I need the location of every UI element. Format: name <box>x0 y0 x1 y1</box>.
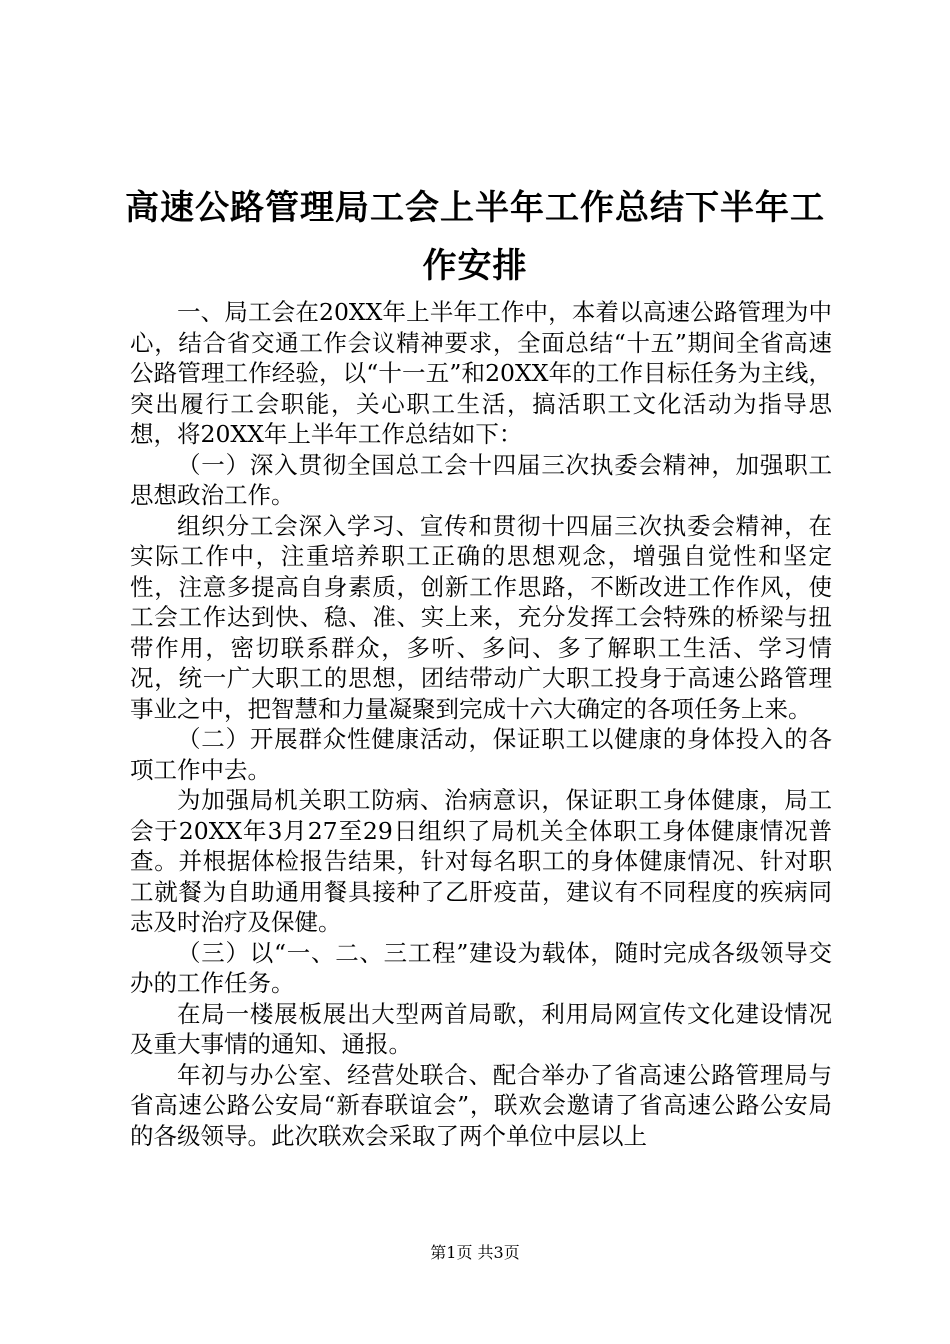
paragraph-section-2-body: 为加强局机关职工防病、治病意识，保证职工身体健康，局工会于20XX年3月27至29日组织了局机关全体职工身体健康情况普查。并根据体检报告结果，针对每名职工的身体健康情况、针对职工就餐为自助通用餐具接种了乙肝疫苗，建议有不同程度的疾病同志及时治疗及保健。 <box>130 786 832 936</box>
paragraph-section-3-heading: （三）以“一、二、三工程”建设为载体，随时完成各级领导交办的工作任务。 <box>130 938 832 997</box>
page-footer: 第1页 共3页 <box>430 1243 520 1262</box>
paragraph-section-3-body-1: 在局一楼展板展出大型两首局歌，利用局网宣传文化建设情况及重大事情的通知、通报。 <box>130 999 832 1058</box>
paragraph-section-3-body-2: 年初与办公室、经营处联合、配合举办了省高速公路管理局与省高速公路公安局“新春联谊会”，联欢会邀请了省高速公路公安局的各级领导。此次联欢会采取了两个单位中层以上 <box>130 1060 832 1150</box>
paragraph-section-2-heading: （二）开展群众性健康活动，保证职工以健康的身体投入的各项工作中去。 <box>130 725 832 784</box>
document-title: 高速公路管理局工会上半年工作总结下半年工作安排 <box>125 187 825 286</box>
paragraph-section-1-heading: （一）深入贯彻全国总工会十四届三次执委会精神，加强职工思想政治工作。 <box>130 450 832 509</box>
paragraph-section-1-body: 组织分工会深入学习、宣传和贯彻十四届三次执委会精神，在实际工作中，注重培养职工正确的思想观念，增强自觉性和坚定性，注意多提高自身素质，创新工作思路，不断改进工作作风，使工会工作达到快、稳、准、实上来，充分发挥工会特殊的桥梁与扭带作用，密切联系群众，多听、多问、多了解职工生活、学习情况，统一广大职工的思想，团结带动广大职工投身于高速公路管理事业之中，把智慧和力量凝聚到完成十六大确定的各项任务上来。 <box>130 511 832 723</box>
paragraph-intro: 一、局工会在20XX年上半年工作中，本着以高速公路管理为中心，结合省交通工作会议精神要求，全面总结“十五”期间全省高速公路管理工作经验，以“十一五”和20XX年的工作目标任务为主线，突出履行工会职能，关心职工生活，搞活职工文化活动为指导思想，将20XX年上半年工作总结如下： <box>130 298 832 448</box>
document-body <box>130 297 832 1151</box>
